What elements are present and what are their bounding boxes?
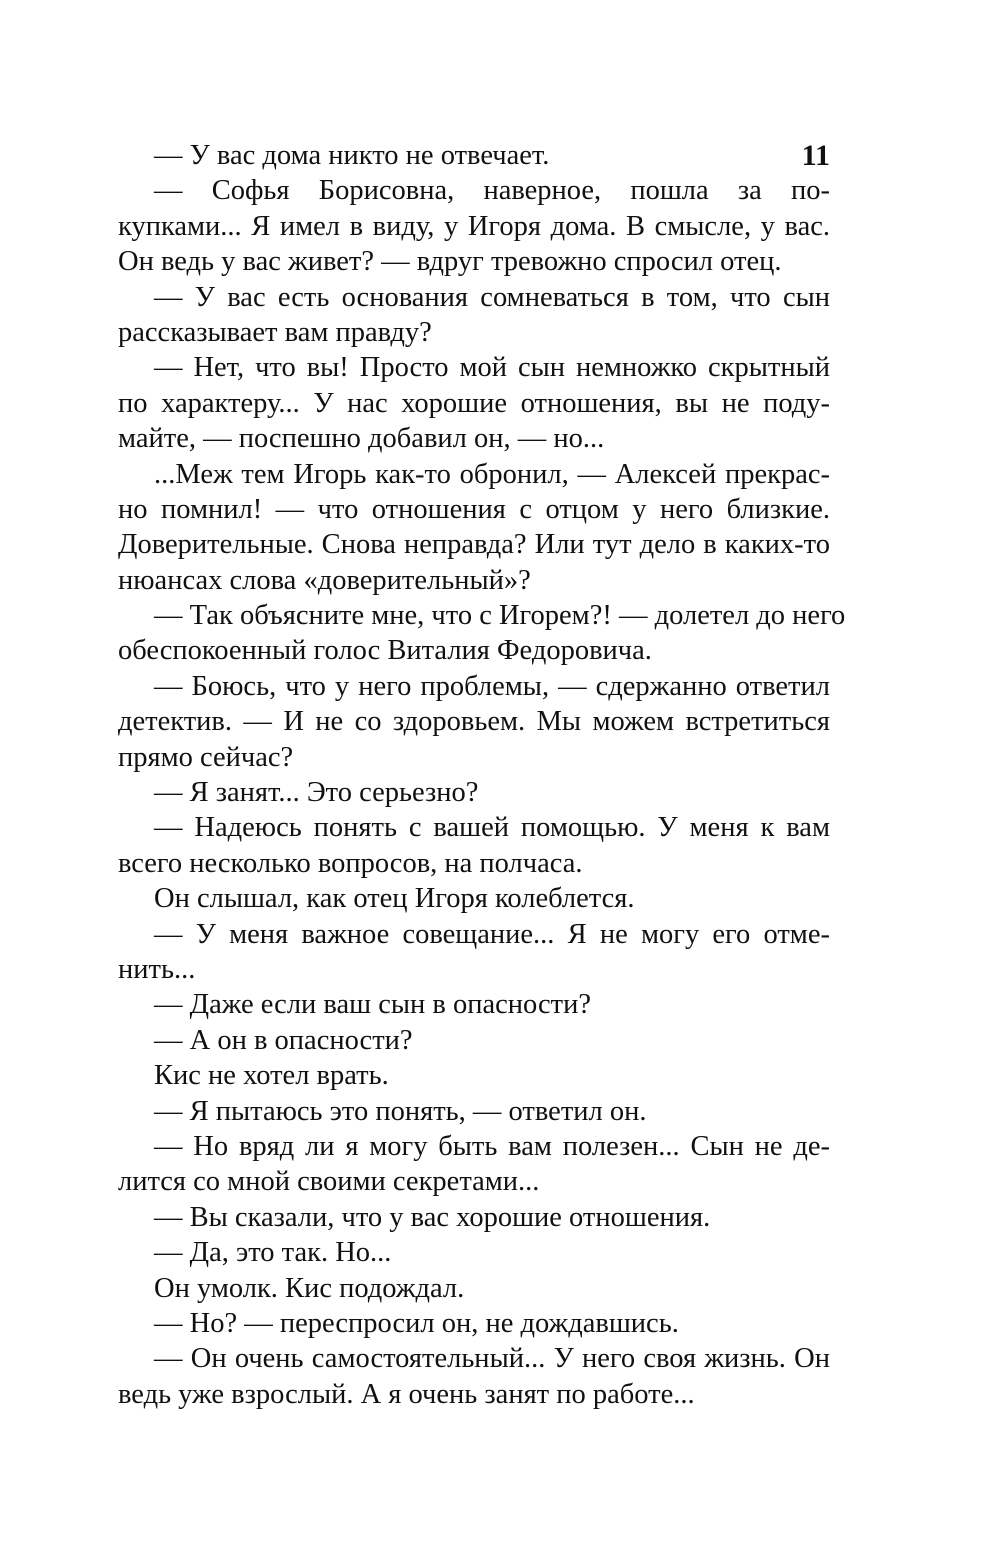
text-line: — У меня важное совещание... Я не могу его отме- xyxy=(154,918,830,950)
text-line: — Он очень самостоятельный... У него своя жизнь. Он xyxy=(154,1343,830,1375)
text-line: всего несколько вопросов, на полчаса. xyxy=(118,847,583,879)
text-line: по характеру... У нас хорошие отношения, вы не поду- xyxy=(118,387,830,419)
text-line: майте, — поспешно добавил он, — но... xyxy=(118,423,605,455)
text-line: нить... xyxy=(118,953,196,985)
text-line: — У вас дома никто не отвечает. xyxy=(154,140,550,171)
text-line: нюансах слова «доверительный»? xyxy=(118,564,531,596)
text-line: прямо сейчас? xyxy=(118,741,294,773)
page-number: 11 xyxy=(801,139,830,172)
text-line: — Я занят... Это серьезно? xyxy=(154,777,479,809)
text-line: — Софья Борисовна, наверное, пошла за по- xyxy=(154,175,830,207)
text-line: Кис не хотел врать. xyxy=(154,1060,389,1092)
text-line: — Но вряд ли я могу быть вам полезен... Сын не де- xyxy=(154,1130,830,1162)
text-line: купками... Я имел в виду, у Игоря дома. В смысле, у вас. xyxy=(118,210,830,242)
text-line: ведь уже взрослый. А я очень занят по работе... xyxy=(118,1378,695,1410)
text-line: но помнил! — что отношения с отцом у него близкие. xyxy=(118,493,830,525)
text-line: Он слышал, как отец Игоря колеблется. xyxy=(154,883,635,915)
text-line: Он умолк. Кис подождал. xyxy=(154,1272,465,1304)
text-line: — Нет, что вы! Просто мой сын немножко скрытный xyxy=(154,352,830,384)
text-line: лится со мной своими секретами... xyxy=(118,1166,540,1198)
text-line: обеспокоенный голос Виталия Федоровича. xyxy=(118,635,652,667)
text-line: ...Меж тем Игорь как-то обронил, — Алексей прекрас- xyxy=(154,458,830,490)
text-line: — А он в опасности? xyxy=(154,1024,413,1056)
text-line: — Вы сказали, что у вас хорошие отношения. xyxy=(154,1201,711,1233)
text-line: — Но? — переспросил он, не дождавшись. xyxy=(154,1307,679,1339)
page-text xyxy=(118,138,846,1412)
text-line: Доверительные. Снова неправда? Или тут дело в каких-то xyxy=(118,529,830,561)
text-line: — Надеюсь понять с вашей помощью. У меня к вам xyxy=(154,812,830,844)
text-line: детектив. — И не со здоровьем. Мы можем встретиться xyxy=(118,706,830,738)
text-line: — Да, это так. Но... xyxy=(154,1237,392,1269)
text-line: Он ведь у вас живет? — вдруг тревожно спросил отец. xyxy=(118,246,782,278)
text-line: — Даже если ваш сын в опасности? xyxy=(154,989,591,1021)
text-line: — У вас есть основания сомневаться в том, что сын xyxy=(154,281,830,313)
text-line: рассказывает вам правду? xyxy=(118,316,432,348)
text-line: — Боюсь, что у него проблемы, — сдержанно ответил xyxy=(154,670,830,702)
text-line: — Так объясните мне, что с Игорем?! — долетел до него xyxy=(154,600,846,632)
text-line: — Я пытаюсь это понять, — ответил он. xyxy=(154,1095,647,1127)
